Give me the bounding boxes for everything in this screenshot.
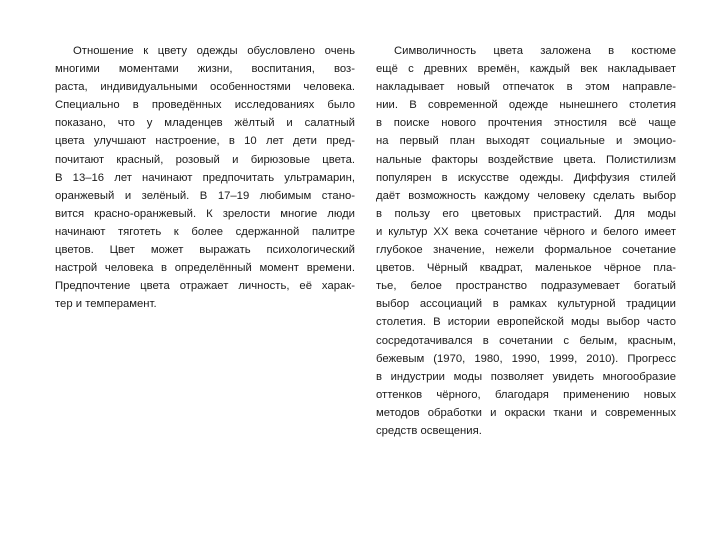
text-line: оттенков чёрного, благодаря применению новых — [376, 388, 676, 401]
text-line: сосредотачивался в сочетании с белым, красным, — [376, 334, 676, 347]
text-line: многими моментами жизни, воспитания, воз- — [55, 63, 355, 76]
text-line: накладывает новый отпечаток в этом направле- — [376, 81, 676, 94]
text-line: в пользу его цветовых пристрастий. Для моды — [376, 207, 676, 220]
text-line: даёт возможность каждому человеку сделать выбор — [376, 189, 676, 202]
text-line: бежевым (1970, 1980, 1990, 1999, 2010). Прогресс — [376, 352, 676, 365]
text-line: в поиске нового прочтения этностиля всё чаще — [376, 117, 676, 130]
text-line: показано, что у младенцев жёлтый и салатный — [55, 117, 355, 130]
text-line: тье, белое пространство подразумевает богатый — [376, 280, 676, 293]
text-line: выбор ассоциаций в рамках культурной традиции — [376, 298, 676, 311]
text-line: ещё с древних времён, каждый век накладывает — [376, 63, 676, 76]
text-line: столетия. В истории европейской моды выбор часто — [376, 316, 676, 329]
text-line: раста, индивидуальными особенностями человека. — [55, 81, 355, 94]
text-line: цвета улучшают настроение, в 10 лет дети пред- — [55, 135, 355, 148]
text-line: начинают тяготеть к более сдержанной палитре — [55, 225, 355, 238]
text-line: вится красно-оранжевый. К зрелости многие люди — [55, 207, 355, 220]
text-line: Символичность цвета заложена в костюме — [394, 45, 676, 57]
text-line: в индустрии моды позволяет увидеть многообразие — [376, 370, 676, 383]
text-line: цветов. Чёрный квадрат, маленькое чёрное пла- — [376, 262, 676, 275]
text-line: оранжевый и зелёный. В 17–19 любимым стано- — [55, 189, 355, 202]
text-line: на первый план выходят социальные и эмоцио- — [376, 135, 676, 148]
text-line: нальные факторы воздействие цвета. Полистилизм — [376, 153, 676, 166]
text-line: Специально в проведённых исследованиях было — [55, 99, 355, 112]
text-line: популярен в искусстве одежды. Диффузия стилей — [376, 171, 676, 184]
text-line: нии. В современной одежде нынешнего столетия — [376, 99, 676, 112]
text-line: тер и темперамент. — [55, 298, 157, 311]
left-column — [55, 42, 355, 313]
text-line: настрой человека в определённый момент времени. — [55, 262, 355, 275]
right-column — [376, 42, 676, 440]
text-line: средств освещения. — [376, 424, 482, 437]
text-line: В 13–16 лет начинают предпочитать ультрамарин, — [55, 171, 355, 184]
text-line: методов обработки и окраски ткани и современных — [376, 406, 676, 419]
text-line: Предпочтение цвета отражает личность, её харак- — [55, 280, 355, 293]
text-line: глубокое значение, нежели формальное сочетание — [376, 244, 676, 257]
text-line: почитают красный, розовый и бирюзовые цвета. — [55, 153, 355, 166]
text-line: Отношение к цвету одежды обусловлено очень — [73, 45, 355, 57]
text-line: и культур XX века сочетание чёрного и белого имеет — [376, 225, 676, 238]
text-line: цветов. Цвет может выражать психологический — [55, 244, 355, 257]
